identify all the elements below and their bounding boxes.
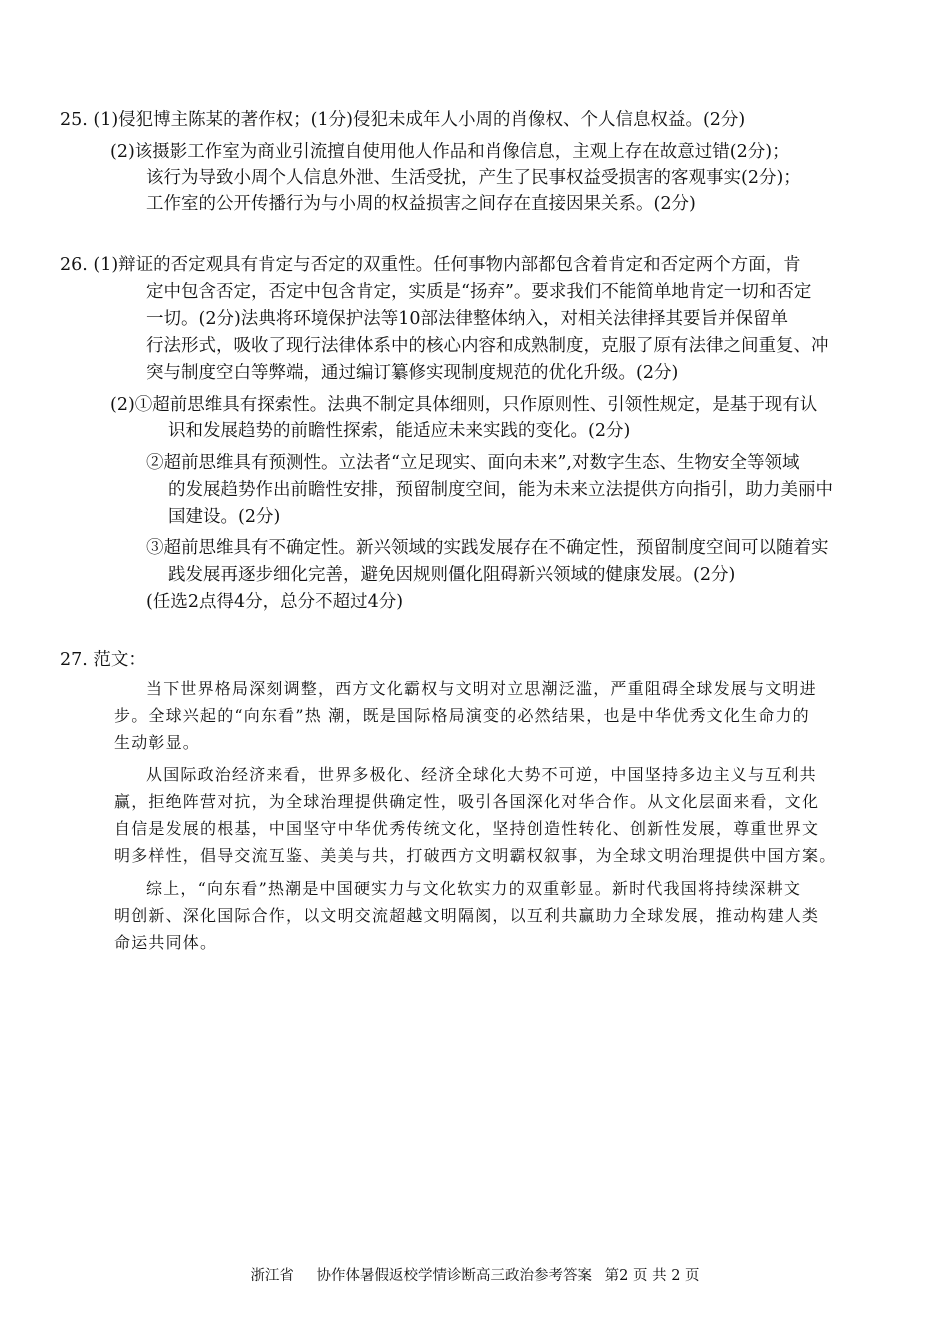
q26-line-6: (2)①超前思维具有探索性。法典不制定具体细则，只作原则性、引领性规定，是基于现有认 <box>110 395 818 415</box>
q26-line-10: 国建设。(2分) <box>168 507 281 527</box>
q26-line-2: 定中包含否定，否定中包含肯定，实质是“扬弃”。要求我们不能简单地肯定一切和否定 <box>146 282 812 302</box>
essay-line-10: 命运共同体。 <box>114 933 218 952</box>
q25-line-2: (2)该摄影工作室为商业引流擅自使用他人作品和肖像信息，主观上存在故意过错(2分)； <box>110 142 790 162</box>
essay-line-6: 自信是发展的根基，中国坚守中华优秀传统文化，坚持创造性转化、创新性发展，尊重世界文 <box>114 819 820 838</box>
q26-line-12: 践发展再逐步细化完善，避免因规则僵化阻碍新兴领域的健康发展。(2分) <box>168 565 736 585</box>
q26-line-8: ②超前思维具有预测性。立法者“立足现实、面向未来”,对数字生态、生物安全等领域 <box>146 453 800 473</box>
essay-line-9: 明创新、深化国际合作，以文明交流超越文明隔阂，以互利共赢助力全球发展，推动构建人类 <box>114 906 820 925</box>
q26-scoring-note: (任选2点得4分，总分不超过4分) <box>146 592 404 612</box>
footer-page-number: 第2 页 共 2 页 <box>604 1268 700 1284</box>
q25-line-4: 工作室的公开传播行为与小周的权益损害之间存在直接因果关系。(2分) <box>146 194 696 214</box>
q26-line-7: 识和发展趋势的前瞻性探索，能适应未来实践的变化。(2分) <box>168 421 631 441</box>
q25-line-1: 25. (1)侵犯博主陈某的著作权；(1分)侵犯未成年人小周的肖像权、个人信息权益。(2分) <box>60 110 746 130</box>
q26-line-4: 行法形式，吸收了现行法律体系中的核心内容和成熟制度，克服了原有法律之间重复、冲 <box>146 336 829 356</box>
q26-line-11: ③超前思维具有不确定性。新兴领域的实践发展存在不确定性，预留制度空间可以随着实 <box>146 538 829 558</box>
footer-province: 浙江省 <box>250 1268 294 1284</box>
q26-line-1: 26. (1)辩证的否定观具有肯定与否定的双重性。任何事物内部都包含着肯定和否定两个方面，肯 <box>60 255 801 275</box>
q26-line-5: 突与制度空白等弊端，通过编订纂修实现制度规范的优化升级。(2分) <box>146 363 679 383</box>
page-footer <box>0 1264 950 1285</box>
essay-line-7: 明多样性，倡导交流互鉴、美美与共，打破西方文明霸权叙事，为全球文明治理提供中国方案。 <box>114 846 837 865</box>
essay-line-1: 当下世界格局深刻调整，西方文化霸权与文明对立思潮泛滥，严重阻碍全球发展与文明进 <box>146 679 817 698</box>
essay-line-5: 赢，拒绝阵营对抗，为全球治理提供确定性，吸引各国深化对华合作。从文化层面来看，文化 <box>114 792 820 811</box>
essay-line-4: 从国际政治经济来看，世界多极化、经济全球化大势不可逆，中国坚持多边主义与互利共 <box>146 765 817 784</box>
q27-heading: 27. 范文： <box>60 650 146 670</box>
essay-line-3: 生动彰显。 <box>114 733 201 752</box>
q26-line-9: 的发展趋势作出前瞻性安排，预留制度空间，能为未来立法提供方向指引，助力美丽中 <box>168 480 833 500</box>
essay-line-2: 步。全球兴起的“向东看”热 潮，既是国际格局演变的必然结果，也是中华优秀文化生命力的 <box>114 706 810 725</box>
q25-line-3: 该行为导致小周个人信息外泄、生活受扰，产生了民事权益受损害的客观事实(2分)； <box>146 168 801 188</box>
q26-line-3: 一切。(2分)法典将环境保护法等10部法律整体纳入，对相关法律择其要旨并保留单 <box>146 309 789 329</box>
essay-line-8: 综上，“向东看”热潮是中国硬实力与文化软实力的双重彰显。新时代我国将持续深耕文 <box>146 879 802 898</box>
footer-title: 协作体暑假返校学情诊断高三政治参考答案 <box>316 1268 593 1284</box>
